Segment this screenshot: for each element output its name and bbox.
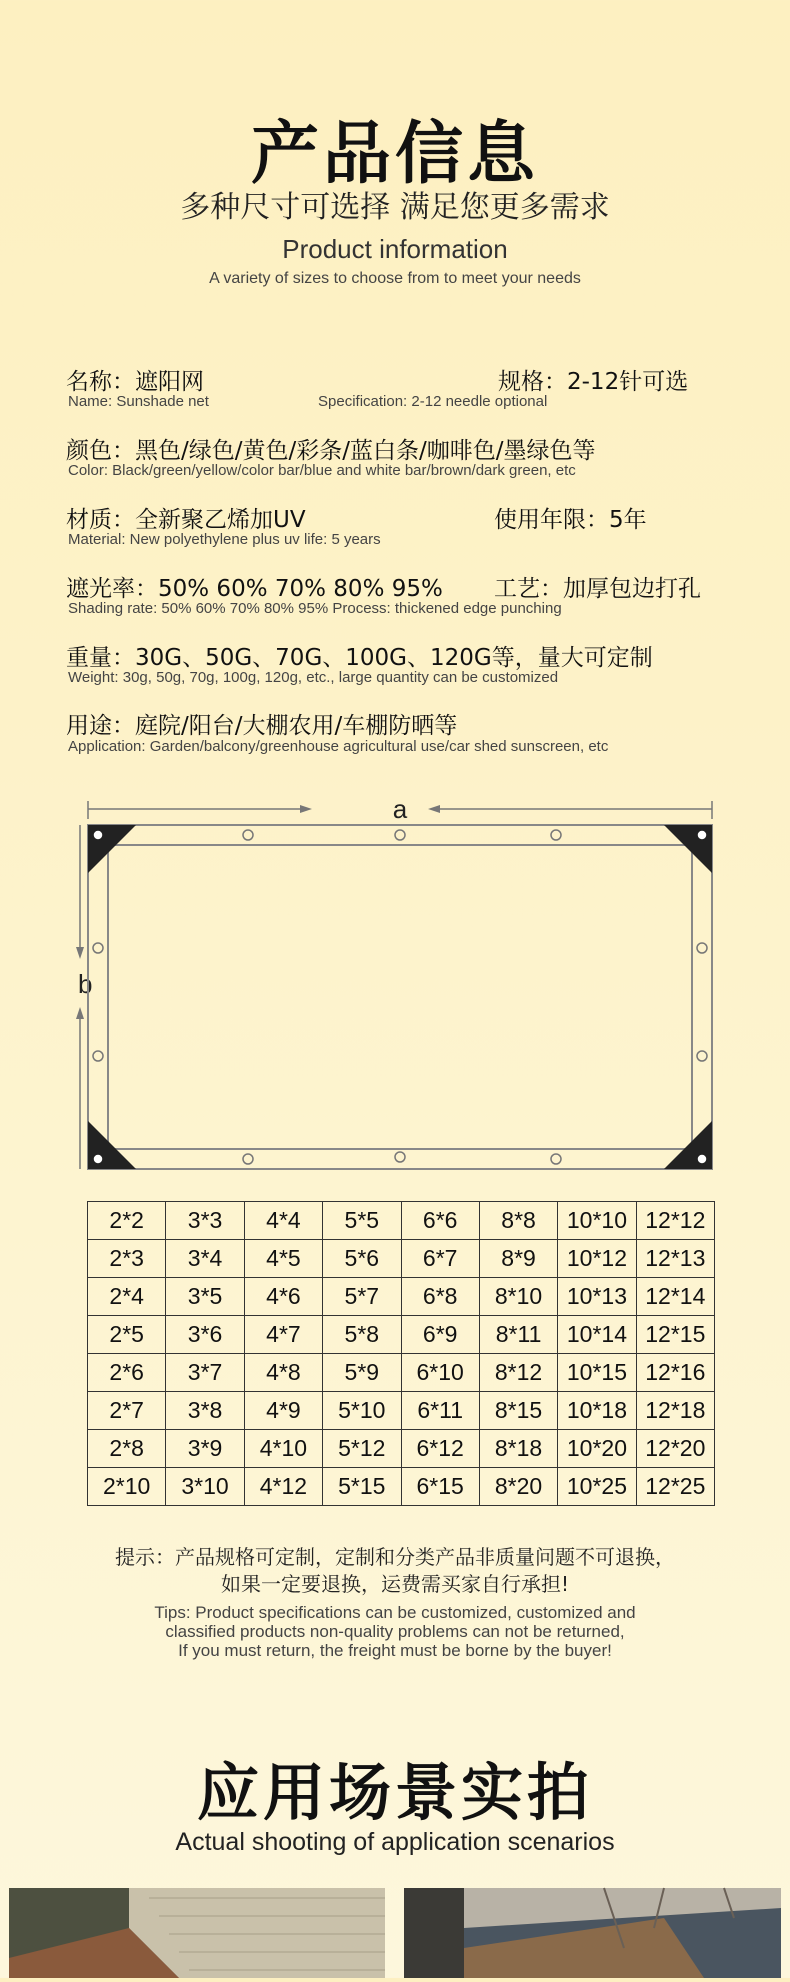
page-title-en: Product information <box>282 234 508 264</box>
size-cell: 3*9 <box>166 1430 244 1468</box>
size-cell: 6*8 <box>401 1278 479 1316</box>
spec-weight-en: Weight: 30g, 50g, 70g, 100g, 120g, etc., large quantity can be customized <box>68 669 559 686</box>
size-cell: 3*10 <box>166 1468 244 1506</box>
size-cell: 10*12 <box>558 1240 636 1278</box>
grommet-icon <box>697 1154 707 1164</box>
tip-en-line2: classified products non-quality problems can not be returned, <box>165 1622 625 1641</box>
size-cell: 2*2 <box>88 1202 166 1240</box>
net-inner-hem <box>108 845 692 1149</box>
size-cell: 10*18 <box>558 1392 636 1430</box>
application-photo-roof <box>9 1888 385 1978</box>
table-row <box>88 1468 715 1506</box>
table-row <box>88 1240 715 1278</box>
arrow-down-icon <box>76 947 84 959</box>
spec-specification: 规格：2-12针可选 <box>498 369 689 395</box>
size-cell: 4*9 <box>244 1392 322 1430</box>
size-cell: 12*15 <box>636 1316 714 1354</box>
size-cell: 5*8 <box>323 1316 401 1354</box>
dimension-label-a: a <box>392 794 408 824</box>
size-cell: 2*3 <box>88 1240 166 1278</box>
spec-name-en: Name: Sunshade net <box>68 393 209 410</box>
tip-en-line3: If you must return, the freight must be borne by the buyer! <box>178 1641 612 1660</box>
size-cell: 6*9 <box>401 1316 479 1354</box>
size-cell: 5*15 <box>323 1468 401 1506</box>
arrow-right-icon <box>300 805 312 813</box>
size-cell: 4*12 <box>244 1468 322 1506</box>
application-photo-shed <box>404 1888 781 1978</box>
size-cell: 2*6 <box>88 1354 166 1392</box>
spec-usage: 用途：庭院/阳台/大棚农用/车棚防晒等 <box>66 713 458 739</box>
spec-shading: 遮光率：50% 60% 70% 80% 95% <box>66 576 443 602</box>
size-cell: 8*10 <box>479 1278 557 1316</box>
grommet-icon <box>551 1154 561 1164</box>
page-title: 产品信息 <box>250 115 539 194</box>
size-cell: 2*5 <box>88 1316 166 1354</box>
size-cell: 10*14 <box>558 1316 636 1354</box>
size-cell: 5*7 <box>323 1278 401 1316</box>
size-cell: 6*6 <box>401 1202 479 1240</box>
section-title-application: 应用场景实拍 <box>196 1756 593 1829</box>
size-cell: 3*5 <box>166 1278 244 1316</box>
grommet-icon <box>93 830 103 840</box>
size-cell: 3*3 <box>166 1202 244 1240</box>
grommet-icon <box>395 830 405 840</box>
grommet-icon <box>243 1154 253 1164</box>
table-row <box>88 1202 715 1240</box>
grommet-icon <box>243 830 253 840</box>
size-cell: 4*4 <box>244 1202 322 1240</box>
size-cell: 6*7 <box>401 1240 479 1278</box>
size-cell: 3*6 <box>166 1316 244 1354</box>
size-cell: 12*20 <box>636 1430 714 1468</box>
size-cell: 8*9 <box>479 1240 557 1278</box>
table-row <box>88 1354 715 1392</box>
size-cell: 6*12 <box>401 1430 479 1468</box>
size-cell: 5*5 <box>323 1202 401 1240</box>
size-cell: 6*15 <box>401 1468 479 1506</box>
arrow-left-icon <box>428 805 440 813</box>
size-cell: 6*10 <box>401 1354 479 1392</box>
grommet-icon <box>551 830 561 840</box>
spec-specification-en: Specification: 2-12 needle optional <box>318 393 548 410</box>
size-cell: 4*8 <box>244 1354 322 1392</box>
arrow-up-icon <box>76 1007 84 1019</box>
dimension-label-b: b <box>78 969 93 999</box>
size-cell: 10*20 <box>558 1430 636 1468</box>
grommet-icon <box>395 1152 405 1162</box>
spec-weight: 重量：30G、50G、70G、100G、120G等，量大可定制 <box>66 645 653 671</box>
spec-shading-en: Shading rate: 50% 60% 70% 80% 95% Process: thickened edge punching <box>68 600 562 617</box>
size-cell: 10*25 <box>558 1468 636 1506</box>
size-cell: 10*15 <box>558 1354 636 1392</box>
net-outer-border <box>88 825 712 1169</box>
sunshade-net-diagram <box>78 794 720 1175</box>
tip-en-line1: Tips: Product specifications can be customized, customized and <box>154 1603 636 1622</box>
page-subtitle-en: A variety of sizes to choose from to meet your needs <box>209 270 581 287</box>
size-cell: 5*9 <box>323 1354 401 1392</box>
table-row <box>88 1278 715 1316</box>
spec-color-en: Color: Black/green/yellow/color bar/blue and white bar/brown/dark green, etc <box>68 462 576 479</box>
size-cell: 6*11 <box>401 1392 479 1430</box>
size-cell: 12*25 <box>636 1468 714 1506</box>
grommet-icon <box>93 943 103 953</box>
grommet-icon <box>93 1051 103 1061</box>
size-cell: 2*10 <box>88 1468 166 1506</box>
spec-life: 使用年限：5年 <box>494 507 647 533</box>
size-cell: 12*12 <box>636 1202 714 1240</box>
size-cell: 8*20 <box>479 1468 557 1506</box>
tip-cn-line1: 提示：产品规格可定制，定制和分类产品非质量问题不可退换， <box>115 1545 675 1569</box>
grommet-icon <box>697 1051 707 1061</box>
size-cell: 5*10 <box>323 1392 401 1430</box>
spec-usage-en: Application: Garden/balcony/greenhouse agricultural use/car shed sunscreen, etc <box>68 738 609 755</box>
spec-color: 颜色：黑色/绿色/黄色/彩条/蓝白条/咖啡色/墨绿色等 <box>66 438 596 464</box>
size-cell: 5*12 <box>323 1430 401 1468</box>
size-cell: 4*7 <box>244 1316 322 1354</box>
size-cell: 12*13 <box>636 1240 714 1278</box>
table-row <box>88 1430 715 1468</box>
size-cell: 2*8 <box>88 1430 166 1468</box>
size-cell: 12*14 <box>636 1278 714 1316</box>
size-cell: 3*4 <box>166 1240 244 1278</box>
size-cell: 10*13 <box>558 1278 636 1316</box>
size-cell: 8*12 <box>479 1354 557 1392</box>
size-cell: 4*5 <box>244 1240 322 1278</box>
size-cell: 12*18 <box>636 1392 714 1430</box>
size-cell: 5*6 <box>323 1240 401 1278</box>
size-cell: 3*7 <box>166 1354 244 1392</box>
size-cell: 8*8 <box>479 1202 557 1240</box>
grommet-icon <box>697 943 707 953</box>
spec-material: 材质：全新聚乙烯加UV <box>66 507 306 533</box>
size-cell: 8*15 <box>479 1392 557 1430</box>
size-cell: 12*16 <box>636 1354 714 1392</box>
size-table <box>87 1201 715 1506</box>
size-cell: 4*10 <box>244 1430 322 1468</box>
size-cell: 4*6 <box>244 1278 322 1316</box>
grommet-icon <box>697 830 707 840</box>
section-subtitle-application: Actual shooting of application scenarios <box>175 1828 615 1856</box>
spec-process: 工艺：加厚包边打孔 <box>494 576 701 602</box>
size-cell: 2*4 <box>88 1278 166 1316</box>
size-cell: 8*18 <box>479 1430 557 1468</box>
grommet-icon <box>93 1154 103 1164</box>
spec-name: 名称：遮阳网 <box>66 369 204 395</box>
table-row <box>88 1316 715 1354</box>
size-cell: 8*11 <box>479 1316 557 1354</box>
page-subtitle-cn: 多种尺寸可选择 满足您更多需求 <box>180 190 610 225</box>
size-cell: 2*7 <box>88 1392 166 1430</box>
size-cell: 10*10 <box>558 1202 636 1240</box>
size-cell: 3*8 <box>166 1392 244 1430</box>
table-row <box>88 1392 715 1430</box>
tip-cn-line2: 如果一定要退换，运费需买家自行承担! <box>220 1572 570 1596</box>
spec-material-en: Material: New polyethylene plus uv life: 5 years <box>68 531 381 548</box>
